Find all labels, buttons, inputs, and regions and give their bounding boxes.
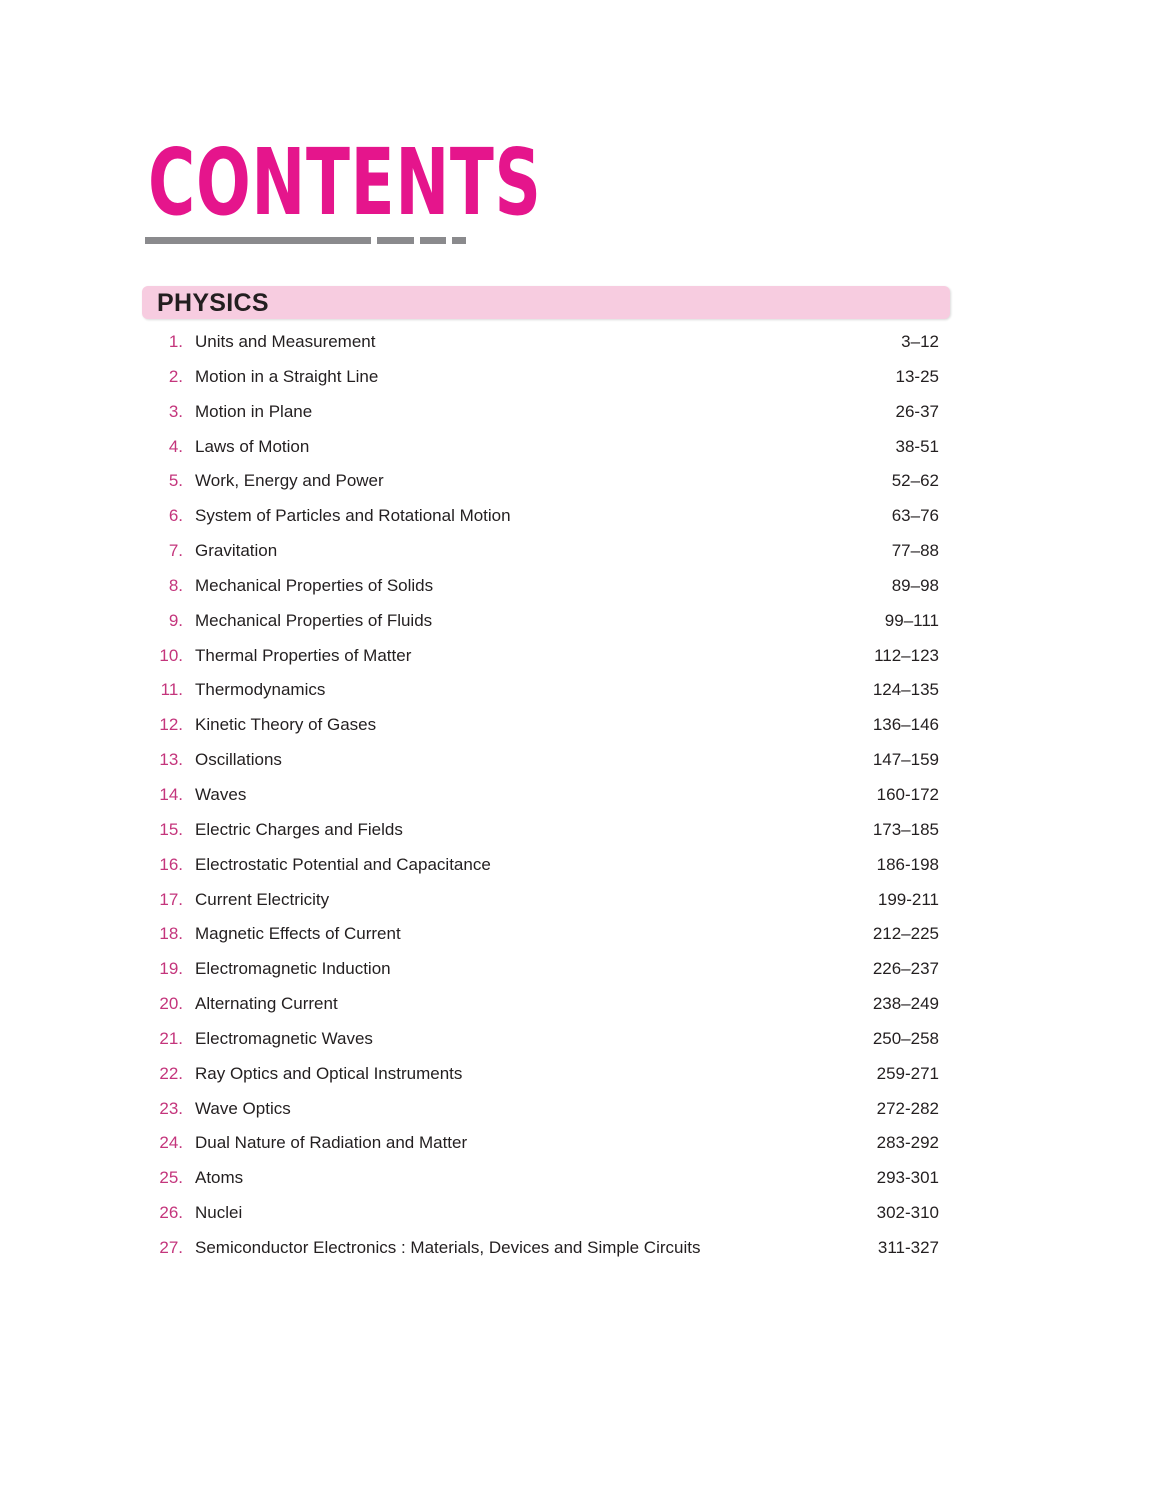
chapter-pages: 250–258 — [872, 1028, 939, 1048]
chapter-pages: 147–159 — [872, 750, 939, 770]
chapter-pages: 63–76 — [891, 506, 939, 526]
chapter-title: System of Particles and Rotational Motion — [195, 506, 511, 526]
chapter-number: 23. — [159, 1098, 183, 1118]
chapter-pages: 38-51 — [895, 436, 939, 456]
chapter-number: 11. — [160, 680, 183, 700]
toc-entry[interactable] — [142, 1231, 939, 1266]
chapter-pages: 186-198 — [876, 854, 939, 874]
toc-entry[interactable] — [142, 848, 939, 883]
toc-entry[interactable] — [142, 1126, 939, 1161]
toc-entry[interactable] — [142, 1057, 939, 1092]
toc-entry[interactable] — [142, 534, 939, 569]
toc-entry[interactable] — [142, 952, 939, 987]
title-underline-segment — [377, 237, 414, 244]
section-title: PHYSICS — [157, 289, 269, 317]
toc-entry[interactable] — [142, 395, 939, 430]
chapter-title: Gravitation — [195, 541, 278, 561]
toc-entry[interactable] — [142, 1161, 939, 1196]
chapter-number: 20. — [159, 994, 183, 1014]
chapter-pages: 293-301 — [876, 1168, 939, 1188]
chapter-title: Wave Optics — [195, 1098, 291, 1118]
chapter-number: 16. — [159, 854, 183, 874]
chapter-pages: 112–123 — [874, 645, 939, 665]
toc-entry[interactable] — [142, 569, 939, 604]
chapter-pages: 99–111 — [884, 610, 939, 630]
chapter-title: Units and Measurement — [195, 332, 376, 351]
chapter-number: 18. — [159, 924, 183, 944]
chapter-number: 6. — [168, 506, 183, 526]
chapter-number: 13. — [159, 750, 183, 770]
chapter-pages: 272-282 — [876, 1098, 939, 1118]
page-title: CONTENTS — [148, 129, 542, 236]
chapter-pages: 52–62 — [891, 471, 939, 491]
chapter-title: Laws of Motion — [195, 436, 310, 456]
chapter-title: Electrostatic Potential and Capacitance — [195, 854, 491, 874]
chapter-number: 25. — [159, 1168, 183, 1188]
toc-entry[interactable] — [142, 360, 939, 395]
chapter-pages: 259-271 — [876, 1063, 939, 1083]
toc-entry[interactable] — [142, 708, 939, 743]
title-underline-segment — [452, 237, 466, 244]
chapter-pages: 124–135 — [872, 680, 939, 700]
chapter-pages: 136–146 — [872, 715, 939, 735]
chapter-pages: 13-25 — [895, 366, 939, 386]
chapter-pages: 160-172 — [876, 784, 939, 804]
chapter-title: Work, Energy and Power — [195, 471, 384, 491]
toc-entry[interactable] — [142, 499, 939, 534]
chapter-number: 21. — [159, 1028, 183, 1048]
toc-entry[interactable] — [142, 883, 939, 918]
chapter-pages: 226–237 — [872, 959, 939, 979]
chapter-number: 14. — [159, 784, 183, 804]
chapter-number: 27. — [159, 1237, 183, 1257]
toc-entry[interactable] — [142, 1092, 939, 1127]
chapter-title: Motion in a Straight Line — [195, 366, 379, 386]
chapter-pages: 311-327 — [877, 1237, 939, 1257]
chapter-number: 19. — [159, 959, 183, 979]
chapter-title: Magnetic Effects of Current — [195, 924, 401, 944]
chapter-number: 10. — [159, 645, 183, 665]
chapter-number: 15. — [159, 819, 183, 839]
chapter-pages: 283-292 — [876, 1133, 939, 1153]
toc-entry[interactable] — [142, 325, 939, 360]
chapter-number: 3. — [168, 401, 183, 421]
chapter-pages: 89–98 — [891, 575, 939, 595]
chapter-pages: 199-211 — [877, 889, 939, 909]
chapter-title: Mechanical Properties of Fluids — [195, 610, 433, 630]
toc-entry[interactable] — [142, 639, 939, 674]
toc-entry[interactable] — [142, 917, 939, 952]
chapter-title: Electromagnetic Induction — [195, 959, 391, 979]
chapter-pages: 238–249 — [872, 994, 939, 1014]
chapter-title: Motion in Plane — [195, 401, 313, 421]
chapter-number: 1. — [168, 332, 183, 351]
chapter-number: 7. — [168, 541, 183, 561]
toc-entry[interactable] — [142, 1022, 939, 1057]
chapter-number: 5. — [168, 471, 183, 491]
chapter-number: 26. — [159, 1203, 183, 1223]
toc-entry[interactable] — [142, 987, 939, 1022]
chapter-number: 8. — [168, 575, 183, 595]
chapter-pages: 173–185 — [872, 819, 939, 839]
chapter-title: Waves — [195, 784, 247, 804]
chapter-number: 4. — [168, 436, 183, 456]
chapter-title: Thermodynamics — [195, 680, 326, 700]
chapter-title: Kinetic Theory of Gases — [195, 715, 377, 735]
toc-entry[interactable] — [142, 464, 939, 499]
title-underline-segment — [145, 237, 371, 244]
chapter-title: Nuclei — [195, 1203, 243, 1223]
toc-entry[interactable] — [142, 604, 939, 639]
chapter-pages: 212–225 — [872, 924, 939, 944]
chapter-number: 9. — [168, 610, 183, 630]
chapter-title: Dual Nature of Radiation and Matter — [195, 1133, 468, 1153]
chapter-number: 12. — [159, 715, 183, 735]
chapter-title: Oscillations — [195, 750, 282, 770]
chapter-pages: 77–88 — [891, 541, 939, 561]
chapter-pages: 302-310 — [876, 1203, 939, 1223]
chapter-number: 24. — [159, 1133, 183, 1153]
table-of-contents — [142, 325, 939, 1266]
toc-entry[interactable] — [142, 430, 939, 465]
chapter-title: Atoms — [195, 1168, 244, 1188]
chapter-title: Mechanical Properties of Solids — [195, 575, 434, 595]
chapter-title: Current Electricity — [195, 889, 330, 909]
toc-entry[interactable] — [142, 813, 939, 848]
chapter-number: 22. — [159, 1063, 183, 1083]
toc-entry[interactable] — [142, 778, 939, 813]
title-underline-segment — [420, 237, 446, 244]
toc-entry[interactable] — [142, 673, 939, 708]
chapter-title: Semiconductor Electronics : Materials, Devices and Simple Circuits — [195, 1237, 701, 1257]
chapter-pages: 3–12 — [901, 332, 939, 351]
chapter-title: Electromagnetic Waves — [195, 1028, 373, 1048]
toc-entry[interactable] — [142, 1196, 939, 1231]
section-header — [142, 286, 950, 319]
chapter-number: 2. — [168, 366, 183, 386]
toc-entry[interactable] — [142, 743, 939, 778]
chapter-number: 17. — [159, 889, 183, 909]
chapter-title: Electric Charges and Fields — [195, 819, 403, 839]
chapter-title: Thermal Properties of Matter — [195, 645, 412, 665]
chapter-title: Ray Optics and Optical Instruments — [195, 1063, 463, 1083]
chapter-title: Alternating Current — [195, 994, 338, 1014]
chapter-pages: 26-37 — [895, 401, 939, 421]
